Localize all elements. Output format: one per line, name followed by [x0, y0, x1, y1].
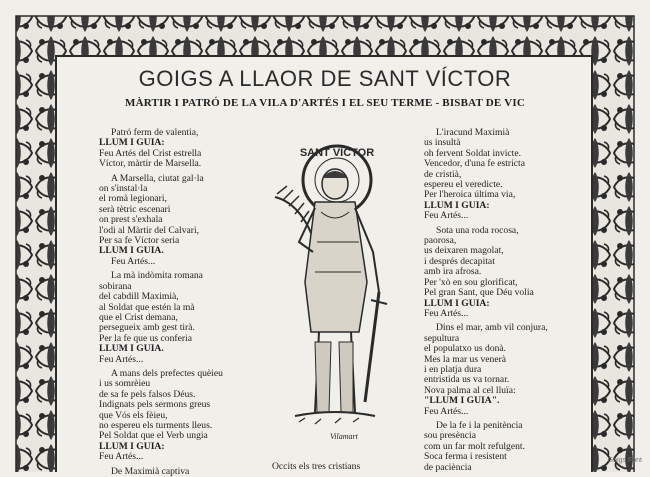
verses-right-column: [424, 128, 548, 473]
verse-line: de cristià,: [424, 168, 462, 180]
verse-line: Feu Artés...: [99, 353, 144, 365]
verse-line: Soca ferma i resistent: [424, 451, 507, 463]
verse-line: sepultura: [424, 332, 460, 344]
verse-line: Feu Artés...: [111, 255, 156, 267]
verse-line: amb ira afrosa.: [424, 266, 482, 278]
verse-line: "LLUM I GUIA".: [424, 395, 500, 407]
verse-line: persegueix amb gest tirà.: [99, 322, 195, 334]
verse-line: Mes la mar us venerà: [424, 353, 507, 365]
verse-line: Dins el mar, amb vil conjura,: [436, 322, 548, 334]
verse-line: del cabdill Maximià,: [99, 291, 179, 303]
verse-line: de paciència: [424, 461, 472, 473]
verse-line: de sa fe pels falsos Déus.: [99, 388, 196, 400]
verse-bottom-middle: Occits els tres cristians: [272, 461, 361, 472]
verse-line: LLUM I GUIA:: [99, 137, 165, 149]
verse-line: no espereu els turments lleus.: [99, 419, 213, 431]
verse-line: LLUM I GUIA:: [99, 440, 165, 452]
verse-line: serà tètric escenari: [99, 203, 171, 215]
verse-line: oh fervent Soldat invicte.: [424, 147, 521, 159]
verse-line: Nova palma al cel lluïa:: [424, 384, 516, 396]
verse-line: entristida us va tornar.: [424, 374, 510, 386]
verse-line: A mans dels prefectes quèieu: [111, 367, 223, 379]
image-credit: Goigs Font: [607, 457, 642, 464]
verse-line: De la fe i la penitència: [436, 419, 523, 431]
verse-line: i en platja dura: [424, 363, 482, 375]
verse-line: que Vós els fèieu,: [99, 409, 168, 421]
verse-line: Per la fe que us conferia: [99, 332, 192, 344]
verse-line: Feu Artés...: [424, 210, 469, 222]
verse-line: on s'instal·la: [99, 183, 148, 195]
verse-line: L'iracund Maximià: [436, 127, 510, 138]
verse-line: Pel gran Sant, que Déu volia: [424, 287, 534, 299]
verse-line: que el Crist demana,: [99, 311, 178, 323]
verse-line: La mà indòmita romana: [111, 270, 203, 282]
page-subtitle: MÀRTIR I PATRÓ DE LA VILA D'ARTÉS I EL SEU TERME - BISBAT DE VIC: [125, 97, 525, 109]
page-title: GOIGS A LLAOR DE SANT VÍCTOR: [138, 66, 512, 91]
verse-line: Patró ferm de valentia,: [111, 127, 199, 138]
verse-line: l'odi al Màrtir del Calvari,: [99, 224, 200, 236]
verse-line: Pel Soldat que el Verb ungia: [99, 430, 208, 442]
verse-line: LLUM I GUIA.: [99, 343, 164, 355]
verse-line: espereu el veredicte.: [424, 179, 503, 191]
halo-text: SANT VICTOR: [299, 147, 375, 159]
verse-line: Feu Artés...: [424, 405, 469, 417]
verse-line: on prest s'exhala: [99, 214, 163, 226]
verse-line: us deixaren magolat,: [424, 245, 504, 257]
verse-line: al Soldat que estén la mà: [99, 301, 195, 313]
verse-line: Sota una roda rocosa,: [436, 224, 519, 236]
verse-line: LLUM I GUIA.: [99, 245, 164, 257]
verses-left-column: [99, 128, 223, 477]
verse-line: Indignats pels sermons greus: [99, 399, 211, 411]
verse-line: sou presència: [424, 430, 476, 442]
saint-victor-illustration: [255, 142, 395, 442]
verse-line: Per l'heroica última via,: [424, 189, 516, 201]
verse-line: LLUM I GUIA:: [424, 297, 490, 309]
verse-line: sobirana: [99, 280, 132, 292]
verse-line: Feu Artés del Crist estrella: [99, 147, 202, 159]
verse-line: Víctor, màrtir de Marsella.: [99, 158, 202, 170]
verse-line: Per 'xò en sou glorificat,: [424, 276, 518, 288]
verse-line: Feu Artés...: [99, 451, 144, 463]
verse-line: A Marsella, ciutat gal·la: [111, 172, 204, 184]
verse-line: De Maximià captiva: [111, 465, 190, 477]
verse-line: i us somrèieu: [99, 378, 151, 390]
verse-line: i després decapitat: [424, 255, 495, 267]
artist-signature: Vilamart: [330, 432, 358, 441]
verse-line: com un far molt refulgent.: [424, 440, 525, 452]
verse-line: Vencedor, d'una fe estricta: [424, 158, 525, 170]
verse-line: Feu Artés...: [424, 307, 469, 319]
verse-line: el populatxo us donà.: [424, 343, 507, 355]
verse-line: Per sa fe Víctor seria: [99, 235, 180, 247]
verse-line: el romà legionari,: [99, 193, 167, 205]
verse-line: us insultà: [424, 137, 461, 149]
verse-line: paorosa,: [424, 235, 457, 247]
verse-line: LLUM I GUIA:: [424, 199, 490, 211]
